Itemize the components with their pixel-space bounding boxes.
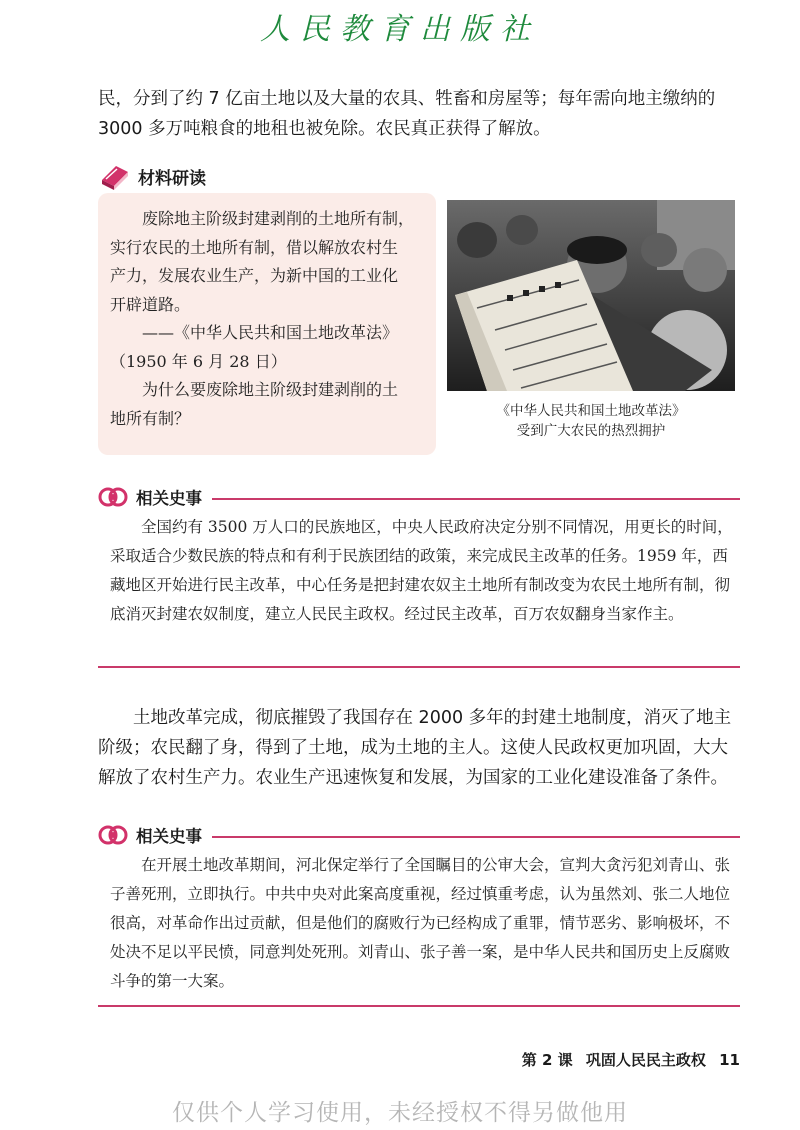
page-footer <box>514 1049 740 1070</box>
material-date: （1950 年 6 月 28 日） <box>110 351 287 371</box>
related-history-icon <box>98 822 128 848</box>
photo-caption-line-2: 受到广大农民的热烈拥护 <box>516 423 666 439</box>
related-history-text-1: 全国约有 3500 万人口的民族地区，中央人民政府决定分别不同情况，用更长的时间，采取适合少数民族的特点和有利于民族团结的政策，来完成民主改革的任务。1959 年，西藏地区开始进行民主改革，中心任务是把封建农奴主土地所有制改变为农民土地所有制，彻底消灭封建农奴制度，建立人民民主政权。经过民主改革，百万农奴翻身当家作主。 <box>110 518 733 623</box>
lesson-title: 巩固人民民主政权 <box>585 1051 706 1069</box>
watermark-text: 仅供个人学习使用，未经授权不得另做他用 <box>172 1100 628 1126</box>
publisher-logo-text: 人民教育出版社 <box>260 12 540 47</box>
material-reading-title: 材料研读 <box>138 168 206 189</box>
section-divider-2 <box>98 1005 740 1007</box>
material-source: ——《中华人民共和国土地改革法》 <box>142 323 399 342</box>
related-history-title-2: 相关史事 <box>136 827 202 846</box>
material-reading-heading <box>98 160 206 192</box>
intro-line-2: 3000 多万吨粮食的地租也被免除。农民真正获得了解放。 <box>98 119 551 139</box>
related-history-heading-1 <box>98 484 740 510</box>
material-line-2: 实行农民的土地所有制，借以解放农村生 <box>110 237 399 257</box>
heading-rule-1 <box>212 498 740 500</box>
material-line-3: 产力，发展农业生产，为新中国的工业化 <box>110 266 399 285</box>
related-history-title-1: 相关史事 <box>136 489 202 508</box>
intro-line-1: 民，分到了约 7 亿亩土地以及大量的农具、牲畜和房屋等；每年需向地主缴纳的 <box>98 89 716 109</box>
historical-photo <box>447 200 735 391</box>
photo-caption <box>447 401 735 441</box>
related-history-icon <box>98 484 128 510</box>
book-icon <box>98 160 132 192</box>
material-reading-text <box>110 205 428 433</box>
intro-paragraph <box>98 84 740 144</box>
material-line-4: 开辟道路。 <box>110 294 191 314</box>
related-history-text-2: 在开展土地改革期间，河北保定举行了全国瞩目的公审大会，宣判大贪污犯刘青山、张子善死刑，立即执行。中共中央对此案高度重视，经过慎重考虑，认为虽然刘、张二人地位很高，对革命作出过贡献，但是他们的腐败行为已经构成了重罪，情节恶劣、影响极坏，不处决不足以平民愤，同意判处死刑。刘青山、张子善一案，是中华人民共和国历史上反腐败斗争的第一大案。 <box>110 856 731 990</box>
section-divider-1 <box>98 666 740 668</box>
lesson-number: 第 2 课 <box>521 1051 573 1069</box>
material-question-line-1: 为什么要废除地主阶级封建剥削的土 <box>142 380 399 399</box>
main-paragraph: 土地改革完成，彻底摧毁了我国存在 2000 多年的封建土地制度，消灭了地主阶级；农民翻了身，得到了土地，成为土地的主人。这使人民政权更加巩固，大大解放了农村生产力。农业生产迅速恢复和发展，为国家的工业化建设准备了条件。 <box>98 708 732 788</box>
related-history-heading-2 <box>98 822 740 848</box>
material-line-1: 废除地主阶级封建剥削的土地所有制， <box>142 209 415 228</box>
page-number: 11 <box>719 1051 740 1069</box>
material-question-line-2: 地所有制？ <box>110 408 191 428</box>
heading-rule-2 <box>212 836 740 838</box>
photo-caption-line-1: 《中华人民共和国土地改革法》 <box>496 403 686 419</box>
farmers-reading-law-image <box>447 200 735 391</box>
